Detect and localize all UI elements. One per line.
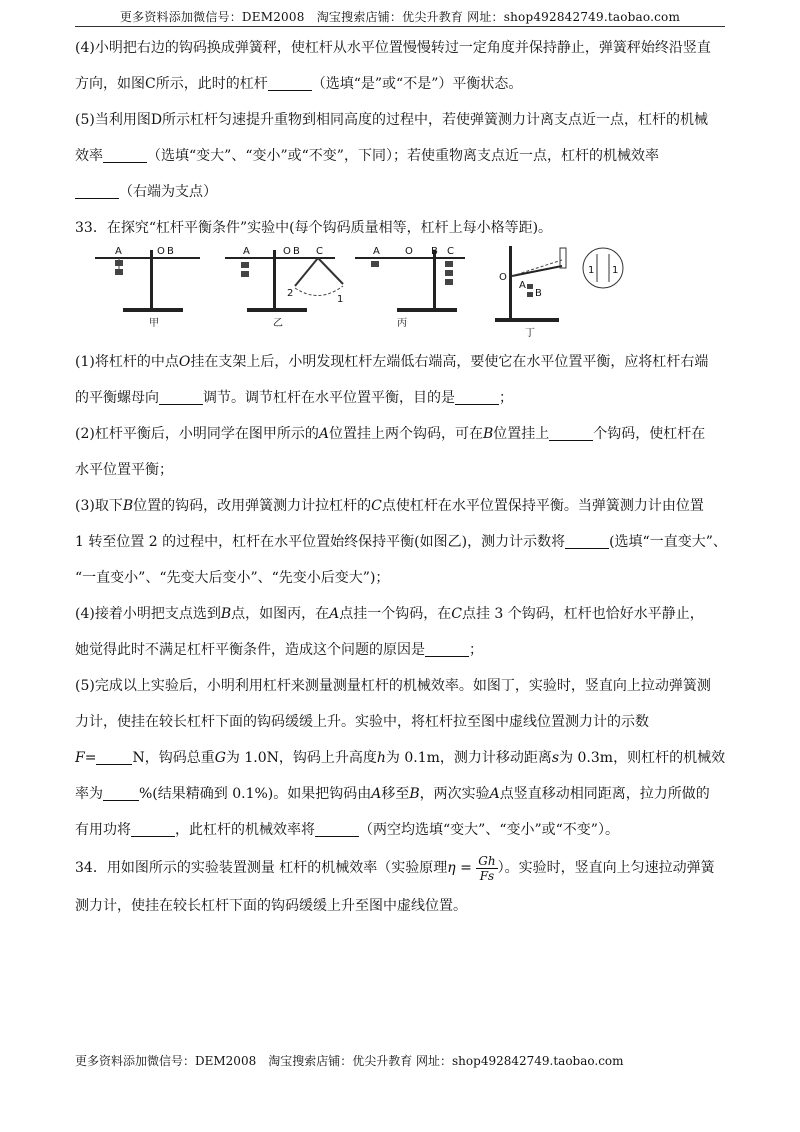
- svg-text:O: O: [499, 272, 507, 283]
- q33-part3-line1: (3)取下B位置的钩码，改用弹簧测力计拉杠杆的C点使杠杆在水平位置保持平衡。当弹簧测力计由位置: [75, 498, 704, 514]
- label-O: O: [157, 246, 165, 257]
- q33-part2-line1: (2)杠杆平衡后，小明同学在图甲所示的A位置挂上两个钩码，可在B位置挂上 个钩码，使杠杆在: [75, 426, 706, 442]
- caption-jia: 甲: [149, 318, 159, 329]
- efficiency-formula: $\frac{Gh}{Fs}$: [478, 853, 496, 883]
- answer-blank: [565, 534, 609, 549]
- lever-diagrams: [75, 246, 725, 344]
- answer-blank: [103, 148, 147, 163]
- caption-bing: 丙: [397, 318, 407, 329]
- svg-text:O: O: [405, 246, 413, 257]
- q32-part5-line2: 效率 （选填“变大”、“变小”或“不变”，下同）；若使重物离支点近一点，杠杆的机械效率: [75, 148, 659, 164]
- caption-yi: 乙: [273, 318, 283, 329]
- svg-text:B: B: [293, 246, 300, 257]
- answer-blank: [455, 390, 499, 405]
- q34-line1: 34．用如图所示的实验装置测量 杠杆的机械效率（实验原理η = $\frac{Gh}{Fs}$ ）。实验时，竖直向上匀速拉动弹簧: [75, 853, 715, 883]
- label-2: 2: [287, 288, 294, 299]
- q33-part1-line1: (1)将杠杆的中点O挂在支架上后，小明发现杠杆左端低右端高，要使它在水平位置平衡，应将杠杆右端: [75, 354, 709, 370]
- q32-part4-line2: 方向，如图C所示，此时的杠杆 （选填“是”或“不是”）平衡状态。: [75, 76, 523, 92]
- svg-text:C: C: [316, 246, 323, 257]
- q33-part5-line4: 率为 %(结果精确到 0.1%)。如果把钩码由A移至B，两次实验A点竖直移动相同距离，拉力所做的: [75, 786, 710, 802]
- q33-part3-line2: 1 转至位置 2 的过程中，杠杆在水平位置始终保持平衡(如图乙)，测力计示数将 (选填“一直变大”、: [75, 534, 727, 550]
- answer-blank: [315, 822, 359, 837]
- q32-part5-line3: （右端为支点）: [75, 174, 725, 210]
- answer-blank: [96, 750, 132, 765]
- label-A: A: [115, 246, 122, 257]
- answer-blank: [131, 822, 175, 837]
- q33-figures: [75, 246, 725, 344]
- figure-jia: [95, 246, 200, 329]
- svg-text:C: C: [447, 246, 454, 257]
- q33-part4-line2: 她觉得此时不满足杠杆平衡条件，造成这个问题的原因是 ；: [75, 642, 483, 658]
- answer-blank: [75, 184, 119, 199]
- q33-part3-line3: “一直变小”、“先变大后变小”、“先变小后变大”)；: [75, 570, 390, 586]
- q33-part5-line1: (5)完成以上实验后，小明利用杠杆来测量测量杠杆的机械效率。如图丁，实验时，竖直向上拉动弹簧测: [75, 678, 711, 694]
- q33-part5-line2: 力计，使挂在较长杠杆下面的钩码缓缓上升。实验中，将杠杆拉至图中虚线位置测力计的示数: [75, 714, 649, 730]
- figure-ding: [495, 246, 623, 339]
- page-footer: 更多资料添加微信号：DEM2008 淘宝搜索店铺：优尖升教育 网址：shop492842749.taobao.com: [75, 1054, 624, 1068]
- document-body: [75, 30, 725, 924]
- q33-intro: 33．在探究“杠杆平衡条件”实验中(每个钩码质量相等，杠杆上每小格等距)。: [75, 220, 553, 236]
- q33-part1-line2: 的平衡螺母向 调节。调节杠杆在水平位置平衡，目的是 ；: [75, 390, 513, 406]
- q33-part5-line3: F= N，钩码总重G为 1.0N，钩码上升高度h为 0.1m，测力计移动距离s为 0.3m，则杠杆的机械效: [75, 750, 726, 766]
- label-1: 1: [337, 294, 344, 305]
- answer-blank: [159, 390, 203, 405]
- svg-text:B: B: [431, 246, 438, 257]
- svg-text:B: B: [535, 288, 542, 299]
- q32-part5-line1: (5)当利用图D所示杠杆匀速提升重物到相同高度的过程中，若使弹簧测力计离支点近一点，杠杆的机械: [75, 112, 709, 128]
- q33-part2-line2: 水平位置平衡；: [75, 462, 173, 478]
- q33-part5-line5: 有用功将 ，此杠杆的机械效率将 （两空均选填“变大”、“变小”或“不变”）。: [75, 822, 619, 838]
- q32-part4-line1: (4)小明把右边的钩码换成弹簧秤，使杠杆从水平位置慢慢转过一定角度并保持静止，弹簧秤始终沿竖直: [75, 40, 711, 56]
- answer-blank: [549, 426, 593, 441]
- header-rule: [75, 26, 725, 27]
- answer-blank: [268, 76, 312, 91]
- svg-text:A: A: [519, 280, 526, 291]
- label-B: B: [167, 246, 174, 257]
- figure-yi: [225, 246, 343, 329]
- svg-text:1: 1: [588, 265, 595, 276]
- page-header: 更多资料添加微信号：DEM2008 淘宝搜索店铺：优尖升教育 网址：shop492842749.taobao.com: [119, 10, 681, 24]
- svg-text:1: 1: [612, 265, 619, 276]
- figure-bing: [355, 246, 465, 329]
- q33-part4-line1: (4)接着小明把支点选到B点，如图丙，在A点挂一个钩码，在C点挂 3 个钩码，杠杆也恰好水平静止，: [75, 606, 704, 622]
- caption-ding: 丁: [525, 328, 535, 339]
- answer-blank: [103, 786, 139, 801]
- svg-text:A: A: [373, 246, 380, 257]
- q34-line2: 测力计，使挂在较长杠杆下面的钩码缓缓上升至图中虚线位置。: [75, 898, 467, 914]
- svg-text:O: O: [283, 246, 291, 257]
- svg-text:A: A: [243, 246, 250, 257]
- answer-blank: [425, 642, 469, 657]
